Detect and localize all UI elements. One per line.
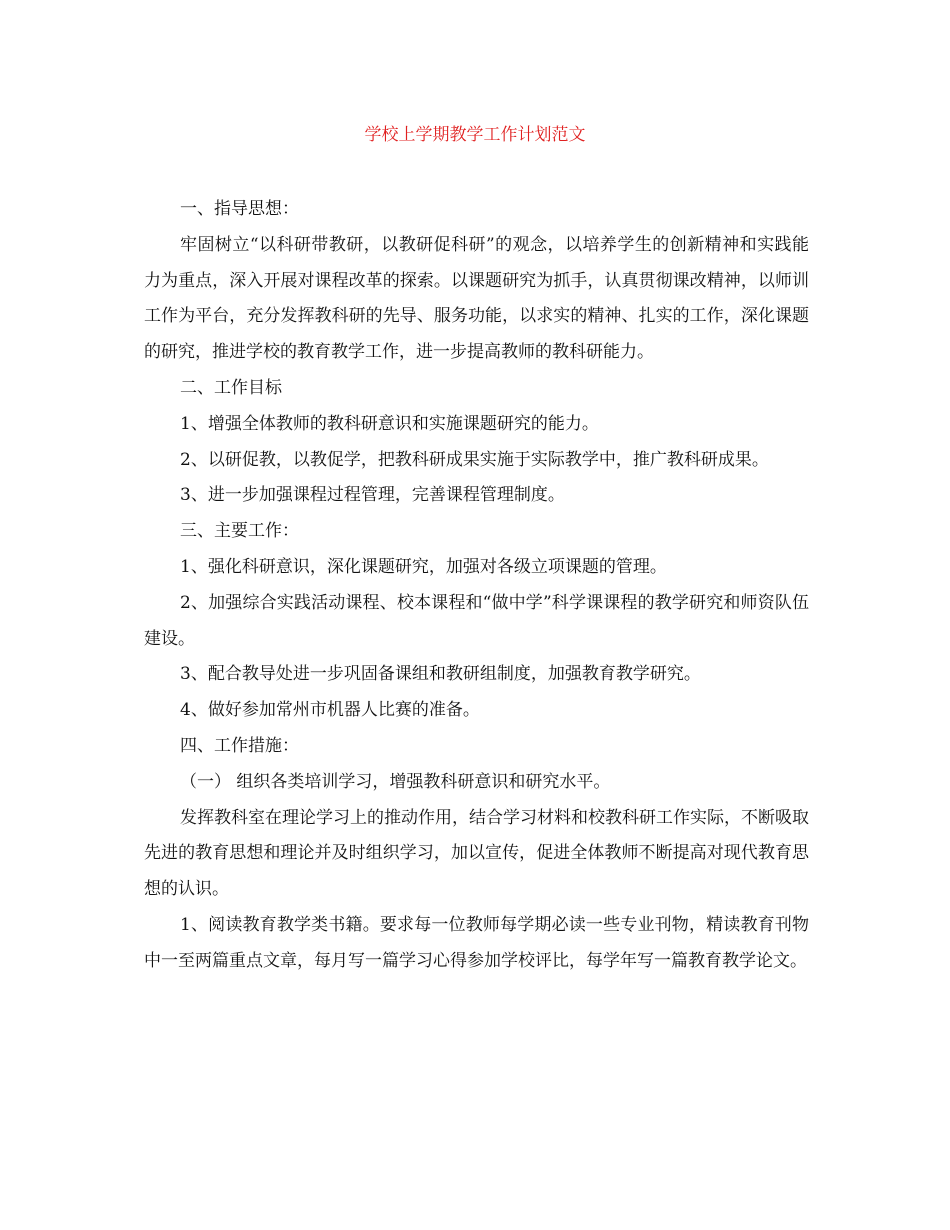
main-work-item-2: 2、加强综合实践活动课程、校本课程和“做中学”科学课课程的教学研究和师资队伍建设。 (144, 592, 809, 649)
subheading-training: （一） 组织各类培训学习，增强教科研意识和研究水平。 (180, 771, 611, 792)
document-body (144, 192, 809, 980)
goal-item-2: 2、以研促教，以教促学，把教科研成果实施于实际教学中，推广教科研成果。 (180, 449, 769, 470)
document-title: 学校上学期教学工作计划范文 (364, 125, 586, 145)
heading-guiding-ideology: 一、指导思想： (180, 199, 299, 219)
main-work-item-1: 1、强化科研意识，深化课题研究，加强对各级立项课题的管理。 (180, 556, 667, 577)
main-work-item-4: 4、做好参加常州市机器人比赛的准备。 (180, 700, 480, 721)
heading-work-measures: 四、工作措施： (180, 735, 299, 756)
heading-work-goals: 二、工作目标 (180, 377, 282, 398)
measure-item-1: 1、阅读教育教学类书籍。要求每一位教师每学期必读一些专业刊物，精读教育刊物中一至两篇重点文章，每月写一篇学习心得参加学校评比，每学年写一篇教育教学论文。 (144, 914, 809, 971)
goal-item-3: 3、进一步加强课程过程管理，完善课程管理制度。 (180, 485, 565, 506)
paragraph-training: 发挥教科室在理论学习上的推动作用，结合学习材料和校教科研工作实际，不断吸取先进的教育思想和理论并及时组织学习，加以宣传，促进全体教师不断提高对现代教育思想的认识。 (144, 807, 809, 900)
heading-main-work: 三、主要工作： (180, 521, 299, 542)
paragraph-guiding-ideology: 牢固树立“以科研带教研，以教研促科研”的观念，以培养学生的创新精神和实践能力为重点，深入开展对课程改革的探索。以课题研究为抓手，认真贯彻课改精神，以师训工作为平台，充分发挥教科研的先导、服务功能，以求实的精神、扎实的工作，深化课题的研究，推进学校的教育教学工作，进一步提高教师的教科研能力。 (144, 234, 809, 363)
goal-item-1: 1、增强全体教师的教科研意识和实施课题研究的能力。 (180, 413, 599, 434)
main-work-item-3: 3、配合教导处进一步巩固备课组和教研组制度，加强教育教学研究。 (180, 664, 701, 685)
